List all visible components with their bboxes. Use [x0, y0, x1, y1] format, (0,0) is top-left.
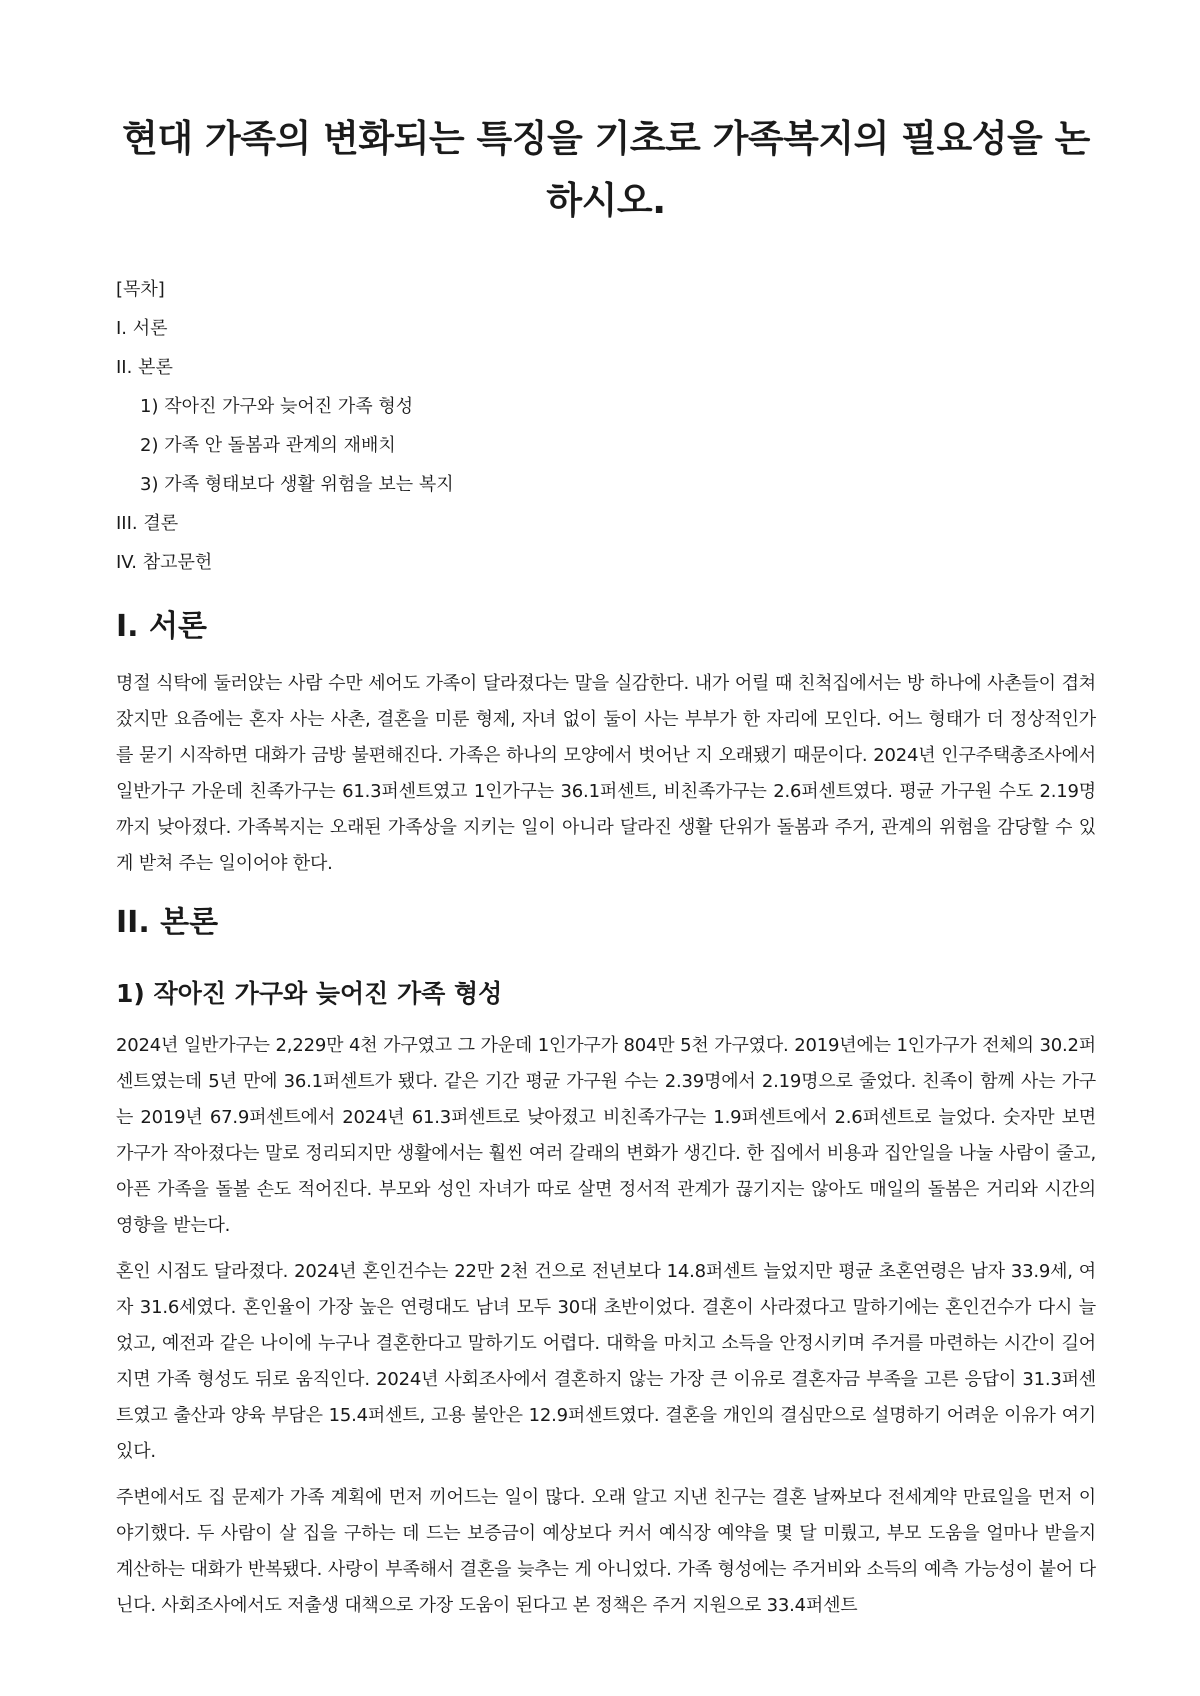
- subsection-heading-1: 1) 작아진 가구와 늦어진 가족 형성: [116, 979, 503, 1008]
- body-paragraph: 혼인 시점도 달라졌다. 2024년 혼인건수는 22만 2천 건으로 전년보다 14.8퍼센트 늘었지만 평균 초혼연령은 남자 33.9세, 여자 31.6세였다. 혼인율이 가장 높은 연령대도 남녀 모두 30대 초반이었다. 결혼이 사라졌다고 말하기에는 혼인건수가 다시 늘었고, 예전과 같은 나이에 누구나 결혼한다고 말하기도 어렵다. 대학을 마치고 소득을 안정시키며 주거를 마련하는 시간이 길어지면 가족 형성도 뒤로 움직인다. 2024년 사회조사에서 결혼하지 않는 가장 큰 이유로 결혼자금 부족을 고른 응답이 31.3퍼센트였고 출산과 양육 부담은 15.4퍼센트, 고용 불안은 12.9퍼센트였다. 결혼을 개인의 결심만으로 설명하기 어려운 이유가 여기 있다.: [116, 1261, 1097, 1462]
- section-heading-body: II. 본론: [116, 905, 219, 940]
- toc-subitem: 1) 작아진 가구와 늦어진 가족 형성: [140, 396, 414, 417]
- intro-paragraph: 명절 식탁에 둘러앉는 사람 수만 세어도 가족이 달라졌다는 말을 실감한다. 내가 어릴 때 친척집에서는 방 하나에 사촌들이 겹쳐 잤지만 요즘에는 혼자 사는 사촌, 결혼을 미룬 형제, 자녀 없이 둘이 사는 부부가 한 자리에 모인다. 어느 형태가 더 정상적인가를 묻기 시작하면 대화가 금방 불편해진다. 가족은 하나의 모양에서 벗어난 지 오래됐기 때문이다. 2024년 인구주택총조사에서 일반가구 가운데 친족가구는 61.3퍼센트였고 1인가구는 36.1퍼센트, 비친족가구는 2.6퍼센트였다. 평균 가구원 수도 2.19명까지 낮아졌다. 가족복지는 오래된 가족상을 지키는 일이 아니라 달라진 생활 단위가 돌봄과 주거, 관계의 위험을 감당할 수 있게 받쳐 주는 일이어야 한다.: [116, 673, 1096, 874]
- section-heading-intro: I. 서론: [116, 609, 207, 644]
- toc-item: II. 본론: [116, 357, 173, 378]
- body-paragraph: 주변에서도 집 문제가 가족 계획에 먼저 끼어드는 일이 많다. 오래 알고 지낸 친구는 결혼 날짜보다 전세계약 만료일을 먼저 이야기했다. 두 사람이 살 집을 구하는 데 드는 보증금이 예상보다 커서 예식장 예약을 몇 달 미뤘고, 부모 도움을 얼마나 받을지 계산하는 대화가 반복됐다. 사랑이 부족해서 결혼을 늦추는 게 아니었다. 가족 형성에는 주거비와 소득의 예측 가능성이 붙어 다닌다. 사회조사에서도 저출생 대책으로 가장 도움이 된다고 본 정책은 주거 지원으로 33.4퍼센트: [116, 1487, 1096, 1616]
- toc-subitem: 2) 가족 안 돌봄과 관계의 재배치: [140, 435, 396, 456]
- toc-item: I. 서론: [116, 318, 168, 339]
- table-of-contents: [116, 270, 1096, 582]
- toc-header: [목차]: [116, 279, 165, 300]
- toc-subitem: 3) 가족 형태보다 생활 위험을 보는 복지: [140, 474, 454, 495]
- toc-item: IV. 참고문헌: [116, 552, 213, 573]
- body-paragraph: 2024년 일반가구는 2,229만 4천 가구였고 그 가운데 1인가구가 804만 5천 가구였다. 2019년에는 1인가구가 전체의 30.2퍼센트였는데 5년 만에 36.1퍼센트가 됐다. 같은 기간 평균 가구원 수는 2.39명에서 2.19명으로 줄었다. 친족이 함께 사는 가구는 2019년 67.9퍼센트에서 2024년 61.3퍼센트로 낮아졌고 비친족가구는 1.9퍼센트에서 2.6퍼센트로 늘었다. 숫자만 보면 가구가 작아졌다는 말로 정리되지만 생활에서는 훨씬 여러 갈래의 변화가 생긴다. 한 집에서 비용과 집안일을 나눌 사람이 줄고, 아픈 가족을 돌볼 손도 적어진다. 부모와 성인 자녀가 따로 살면 정서적 관계가 끊기지는 않아도 매일의 돌봄은 거리와 시간의 영향을 받는다.: [116, 1035, 1096, 1236]
- document-title: 현대 가족의 변화되는 특징을 기초로 가족복지의 필요성을 논하시오.: [122, 117, 1090, 222]
- toc-item: III. 결론: [116, 513, 179, 534]
